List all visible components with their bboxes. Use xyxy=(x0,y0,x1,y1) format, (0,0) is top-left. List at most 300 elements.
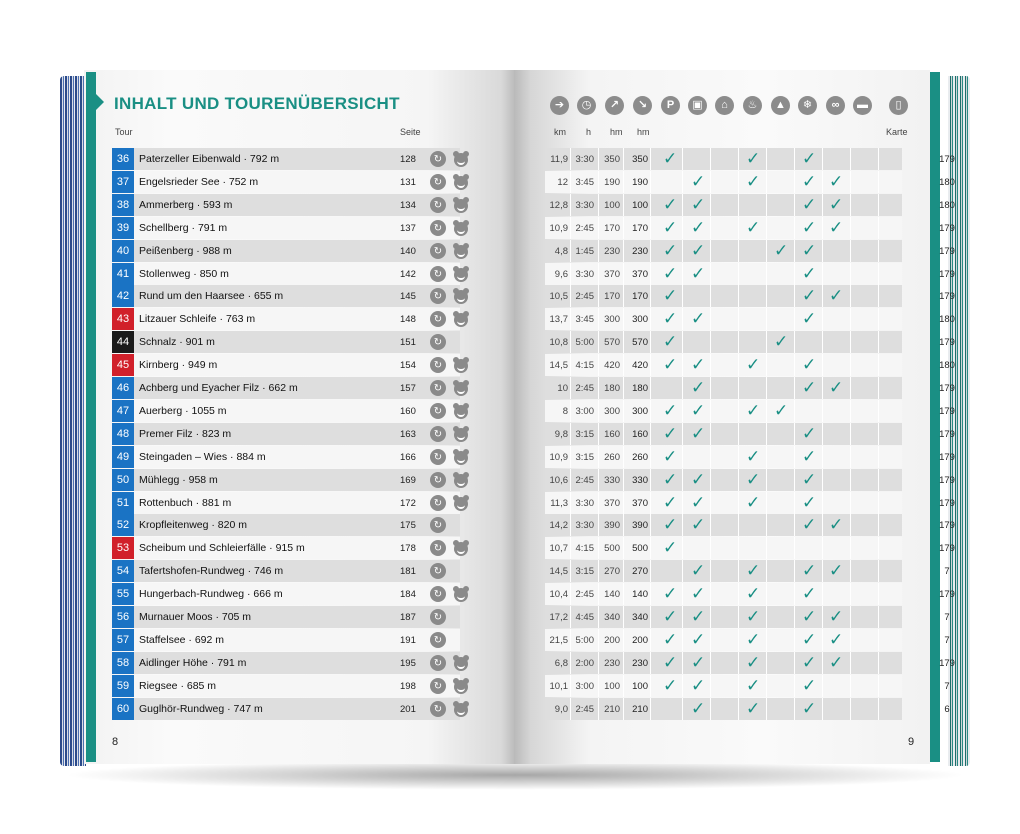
check-icon: ✓ xyxy=(691,401,706,420)
header-seite: Seite xyxy=(400,127,421,137)
table-row xyxy=(545,194,955,216)
signpost-icon: ➔ xyxy=(550,96,569,115)
cell-km: 11,3 xyxy=(550,498,568,509)
column-divider xyxy=(822,514,823,536)
tour-number-badge: 56 xyxy=(112,606,134,628)
tour-page: 131 xyxy=(400,177,416,188)
tour-name: Paterzeller Eibenwald · 792 m xyxy=(139,153,280,165)
family-friendly-icon xyxy=(452,539,470,557)
column-divider xyxy=(738,354,739,376)
round-trip-icon: ↻ xyxy=(430,586,446,602)
check-icon: ✓ xyxy=(802,355,817,374)
column-divider xyxy=(570,400,571,422)
column-divider xyxy=(710,354,711,376)
column-divider xyxy=(650,514,651,536)
tour-number-badge: 36 xyxy=(112,148,134,170)
check-icon: ✓ xyxy=(663,241,678,260)
column-divider xyxy=(650,537,651,559)
tour-page: 148 xyxy=(400,314,416,325)
column-divider xyxy=(850,537,851,559)
check-icon: ✓ xyxy=(746,401,761,420)
round-trip-icon: ↻ xyxy=(430,449,446,465)
column-divider xyxy=(878,217,879,239)
cell-hm1: 500 xyxy=(604,543,620,554)
restaurant-icon: ♨ xyxy=(743,96,762,115)
cell-h: 2:45 xyxy=(575,291,594,302)
column-divider xyxy=(850,560,851,582)
family-friendly-icon xyxy=(452,173,470,191)
column-divider xyxy=(794,606,795,628)
cell-h: 3:15 xyxy=(575,452,594,463)
check-icon: ✓ xyxy=(691,195,706,214)
cell-km: 10,9 xyxy=(549,452,568,463)
check-icon: ✓ xyxy=(663,355,678,374)
tour-page: 160 xyxy=(400,406,416,417)
check-icon: ✓ xyxy=(663,218,678,237)
tour-name: Riegsee · 685 m xyxy=(139,680,217,692)
check-icon: ✓ xyxy=(802,561,817,580)
tour-page: 154 xyxy=(400,360,416,371)
cell-h: 2:45 xyxy=(575,223,594,234)
column-divider xyxy=(710,148,711,170)
check-icon: ✓ xyxy=(802,447,817,466)
cell-h: 3:30 xyxy=(575,200,594,211)
column-divider xyxy=(738,698,739,720)
tour-name: Rottenbuch · 881 m xyxy=(139,497,232,509)
cell-hm1: 300 xyxy=(604,314,620,325)
check-icon: ✓ xyxy=(691,561,706,580)
table-row xyxy=(112,285,460,307)
cell-hm2: 350 xyxy=(632,154,648,165)
table-row xyxy=(112,652,460,674)
check-icon: ✓ xyxy=(746,355,761,374)
column-divider xyxy=(850,217,851,239)
column-divider xyxy=(570,560,571,582)
column-divider xyxy=(682,308,683,330)
check-icon: ✓ xyxy=(829,630,844,649)
cell-h: 3:30 xyxy=(575,269,594,280)
round-trip-icon: ↻ xyxy=(430,357,446,373)
column-divider xyxy=(650,400,651,422)
column-divider xyxy=(850,400,851,422)
column-divider xyxy=(710,583,711,605)
summit-icon: ▲ xyxy=(771,96,790,115)
column-divider xyxy=(738,240,739,262)
column-divider xyxy=(570,308,571,330)
round-trip-icon: ↻ xyxy=(430,380,446,396)
check-icon: ✓ xyxy=(802,309,817,328)
column-divider xyxy=(650,606,651,628)
check-icon: ✓ xyxy=(802,584,817,603)
column-divider xyxy=(850,652,851,674)
column-divider xyxy=(710,400,711,422)
tour-number-badge: 47 xyxy=(112,400,134,422)
cell-hm2: 500 xyxy=(632,543,648,554)
check-icon: ✓ xyxy=(802,218,817,237)
column-divider xyxy=(766,698,767,720)
round-trip-icon: ↻ xyxy=(430,678,446,694)
table-row xyxy=(545,377,955,399)
column-divider xyxy=(738,308,739,330)
column-divider xyxy=(710,492,711,514)
column-divider xyxy=(850,240,851,262)
column-divider xyxy=(822,240,823,262)
column-divider xyxy=(850,446,851,468)
tour-page: 198 xyxy=(400,681,416,692)
map-number: 179 xyxy=(939,543,955,554)
round-trip-icon: ↻ xyxy=(430,174,446,190)
tour-page: 184 xyxy=(400,589,416,600)
cell-hm2: 340 xyxy=(632,612,648,623)
check-icon: ✓ xyxy=(829,378,844,397)
cell-hm2: 370 xyxy=(632,269,648,280)
check-icon: ✓ xyxy=(691,218,706,237)
tour-page: 181 xyxy=(400,566,416,577)
tour-name: Stollenweg · 850 m xyxy=(139,268,229,280)
column-divider xyxy=(794,263,795,285)
column-divider xyxy=(710,514,711,536)
column-divider xyxy=(766,652,767,674)
check-icon: ✓ xyxy=(663,515,678,534)
column-divider xyxy=(822,629,823,651)
check-icon: ✓ xyxy=(746,584,761,603)
column-divider xyxy=(738,560,739,582)
family-friendly-icon xyxy=(452,494,470,512)
column-divider xyxy=(738,377,739,399)
check-icon: ✓ xyxy=(691,676,706,695)
cell-km: 21,5 xyxy=(549,635,568,646)
family-friendly-icon xyxy=(452,196,470,214)
column-divider xyxy=(822,583,823,605)
family-friendly-icon xyxy=(452,287,470,305)
check-icon: ✓ xyxy=(746,493,761,512)
column-divider xyxy=(878,652,879,674)
tour-number-badge: 41 xyxy=(112,263,134,285)
check-icon: ✓ xyxy=(691,607,706,626)
tour-number-badge: 42 xyxy=(112,285,134,307)
column-divider xyxy=(850,285,851,307)
column-divider xyxy=(794,217,795,239)
cell-h: 2:45 xyxy=(575,704,594,715)
check-icon: ✓ xyxy=(691,424,706,443)
cell-hm2: 300 xyxy=(632,406,648,417)
tour-number-badge: 38 xyxy=(112,194,134,216)
table-row xyxy=(112,308,460,330)
cell-km: 13,7 xyxy=(549,314,568,325)
column-divider xyxy=(738,675,739,697)
check-icon: ✓ xyxy=(663,470,678,489)
page-number-right: 9 xyxy=(908,736,915,748)
column-divider xyxy=(878,308,879,330)
table-row xyxy=(545,423,955,445)
cell-hm1: 230 xyxy=(604,658,620,669)
column-divider xyxy=(738,583,739,605)
column-divider xyxy=(738,469,739,491)
check-icon: ✓ xyxy=(691,493,706,512)
check-icon: ✓ xyxy=(802,653,817,672)
check-icon: ✓ xyxy=(746,676,761,695)
column-divider xyxy=(570,423,571,445)
column-divider xyxy=(682,400,683,422)
column-divider xyxy=(822,446,823,468)
check-icon: ✓ xyxy=(663,286,678,305)
map-number: 180 xyxy=(939,360,955,371)
table-row xyxy=(545,354,955,376)
column-divider xyxy=(766,263,767,285)
column-divider xyxy=(878,194,879,216)
column-divider xyxy=(878,675,879,697)
column-divider xyxy=(766,492,767,514)
map-number: 179 xyxy=(939,452,955,463)
column-divider xyxy=(794,308,795,330)
cell-hm1: 300 xyxy=(604,406,620,417)
column-divider xyxy=(850,377,851,399)
column-divider xyxy=(682,377,683,399)
column-divider xyxy=(570,194,571,216)
family-friendly-icon xyxy=(452,219,470,237)
tour-name: Litzauer Schleife · 763 m xyxy=(139,313,256,325)
column-divider xyxy=(878,606,879,628)
check-icon: ✓ xyxy=(663,538,678,557)
column-divider xyxy=(570,606,571,628)
map-number: 7 xyxy=(944,566,950,577)
open-book xyxy=(60,68,970,768)
tour-number-badge: 58 xyxy=(112,652,134,674)
column-divider xyxy=(878,331,879,353)
column-divider xyxy=(822,285,823,307)
column-divider xyxy=(570,285,571,307)
column-divider xyxy=(822,354,823,376)
column-divider xyxy=(794,171,795,193)
cell-hm1: 420 xyxy=(604,360,620,371)
cell-hm1: 180 xyxy=(604,383,620,394)
round-trip-icon: ↻ xyxy=(430,288,446,304)
check-icon: ✓ xyxy=(746,561,761,580)
cell-km: 10,9 xyxy=(549,223,568,234)
table-row xyxy=(545,675,950,697)
cell-km: 9,8 xyxy=(554,429,568,440)
column-divider xyxy=(650,308,651,330)
check-icon: ✓ xyxy=(802,264,817,283)
column-divider xyxy=(650,469,651,491)
check-icon: ✓ xyxy=(663,630,678,649)
column-divider xyxy=(878,492,879,514)
column-divider xyxy=(682,263,683,285)
column-divider xyxy=(794,698,795,720)
column-divider xyxy=(822,331,823,353)
round-trip-icon: ↻ xyxy=(430,495,446,511)
cell-hm1: 230 xyxy=(604,246,620,257)
column-divider xyxy=(710,446,711,468)
check-icon: ✓ xyxy=(746,218,761,237)
tour-name: Auerberg · 1055 m xyxy=(139,405,227,417)
check-icon: ✓ xyxy=(663,401,678,420)
cell-h: 4:15 xyxy=(575,543,594,554)
table-row xyxy=(112,148,460,170)
column-divider xyxy=(682,469,683,491)
column-divider xyxy=(710,606,711,628)
tour-name: Kropfleitenweg · 820 m xyxy=(139,519,247,531)
map-number: 179 xyxy=(939,383,955,394)
column-divider xyxy=(878,698,879,720)
tour-page: 195 xyxy=(400,658,416,669)
column-divider xyxy=(710,537,711,559)
family-friendly-icon xyxy=(452,654,470,672)
tour-number-badge: 50 xyxy=(112,469,134,491)
column-divider xyxy=(822,423,823,445)
column-divider xyxy=(570,217,571,239)
column-divider xyxy=(650,560,651,582)
table-row xyxy=(112,446,460,468)
column-divider xyxy=(570,492,571,514)
cell-km: 14,5 xyxy=(549,360,568,371)
cell-hm1: 330 xyxy=(604,475,620,486)
column-divider xyxy=(850,263,851,285)
map-number: 179 xyxy=(939,246,955,257)
tour-number-badge: 46 xyxy=(112,377,134,399)
tour-page: 191 xyxy=(400,635,416,646)
tour-number-badge: 53 xyxy=(112,537,134,559)
round-trip-icon: ↻ xyxy=(430,334,446,350)
cell-h: 5:00 xyxy=(575,337,594,348)
cell-hm1: 160 xyxy=(604,429,620,440)
column-divider xyxy=(710,469,711,491)
map-number: 179 xyxy=(939,498,955,509)
bike-icon: ∞ xyxy=(826,96,845,115)
column-divider xyxy=(766,148,767,170)
table-row xyxy=(545,583,955,605)
column-divider xyxy=(738,629,739,651)
column-divider xyxy=(794,514,795,536)
cablecar-icon: ⌂ xyxy=(715,96,734,115)
table-row xyxy=(112,469,460,491)
map-number: 179 xyxy=(939,223,955,234)
table-row xyxy=(112,331,460,353)
tour-name: Rund um den Haarsee · 655 m xyxy=(139,290,284,302)
table-row xyxy=(112,698,460,720)
check-icon: ✓ xyxy=(802,172,817,191)
column-divider xyxy=(650,285,651,307)
tour-page: 187 xyxy=(400,612,416,623)
check-icon: ✓ xyxy=(746,653,761,672)
cell-h: 3:45 xyxy=(575,177,594,188)
map-number: 179 xyxy=(939,291,955,302)
check-icon: ✓ xyxy=(802,378,817,397)
tour-number-badge: 49 xyxy=(112,446,134,468)
cell-km: 6,8 xyxy=(554,658,568,669)
winter-icon: ❄ xyxy=(798,96,817,115)
column-divider xyxy=(682,217,683,239)
column-divider xyxy=(794,194,795,216)
column-divider xyxy=(682,148,683,170)
column-divider xyxy=(766,331,767,353)
bed-icon: ▬ xyxy=(853,96,872,115)
cell-h: 4:15 xyxy=(575,360,594,371)
round-trip-icon: ↻ xyxy=(430,632,446,648)
cell-h: 3:00 xyxy=(575,681,594,692)
cell-km: 10,4 xyxy=(549,589,568,600)
column-divider xyxy=(766,514,767,536)
table-row xyxy=(112,354,460,376)
check-icon: ✓ xyxy=(802,470,817,489)
cell-hm2: 260 xyxy=(632,452,648,463)
cell-hm1: 340 xyxy=(604,612,620,623)
family-friendly-icon xyxy=(452,265,470,283)
column-divider xyxy=(570,537,571,559)
page-number-left: 8 xyxy=(112,736,119,748)
column-divider xyxy=(570,354,571,376)
column-divider xyxy=(766,583,767,605)
tour-page: 201 xyxy=(400,704,416,715)
round-trip-icon: ↻ xyxy=(430,220,446,236)
check-icon: ✓ xyxy=(802,286,817,305)
column-divider xyxy=(794,446,795,468)
table-row xyxy=(112,606,460,628)
column-divider xyxy=(650,217,651,239)
table-row xyxy=(545,560,950,582)
check-icon: ✓ xyxy=(829,607,844,626)
cell-h: 3:30 xyxy=(575,154,594,165)
column-divider xyxy=(738,446,739,468)
round-trip-icon: ↻ xyxy=(430,243,446,259)
tour-page: 145 xyxy=(400,291,416,302)
column-divider xyxy=(766,423,767,445)
tour-name: Schnalz · 901 m xyxy=(139,336,215,348)
column-divider xyxy=(710,240,711,262)
column-divider xyxy=(710,423,711,445)
family-friendly-icon xyxy=(452,356,470,374)
family-friendly-icon xyxy=(452,700,470,718)
tour-number-badge: 45 xyxy=(112,354,134,376)
column-divider xyxy=(878,537,879,559)
family-friendly-icon xyxy=(452,242,470,260)
tour-page: 166 xyxy=(400,452,416,463)
title-arrow-icon xyxy=(96,94,104,110)
column-divider xyxy=(766,308,767,330)
cell-hm1: 260 xyxy=(604,452,620,463)
map-number: 180 xyxy=(939,177,955,188)
tour-name: Engelsrieder See · 752 m xyxy=(139,176,259,188)
column-divider xyxy=(650,652,651,674)
map-number: 179 xyxy=(939,269,955,280)
check-icon: ✓ xyxy=(691,241,706,260)
table-row xyxy=(545,263,955,285)
check-icon: ✓ xyxy=(691,515,706,534)
table-row xyxy=(112,629,460,651)
column-divider xyxy=(850,331,851,353)
table-row xyxy=(112,560,460,582)
cell-km: 9,6 xyxy=(554,269,568,280)
column-divider xyxy=(878,171,879,193)
cell-h: 3:00 xyxy=(575,406,594,417)
tour-number-badge: 44 xyxy=(112,331,134,353)
tour-name: Scheibum und Schleierfälle · 915 m xyxy=(139,542,305,554)
check-icon: ✓ xyxy=(802,241,817,260)
column-divider xyxy=(570,148,571,170)
column-divider xyxy=(710,377,711,399)
column-divider xyxy=(766,240,767,262)
tour-name: Mühlegg · 958 m xyxy=(139,474,218,486)
column-divider xyxy=(682,285,683,307)
column-divider xyxy=(738,400,739,422)
round-trip-icon: ↻ xyxy=(430,540,446,556)
cell-km: 10,5 xyxy=(549,291,568,302)
column-divider xyxy=(682,537,683,559)
check-icon: ✓ xyxy=(774,401,789,420)
tour-number-badge: 37 xyxy=(112,171,134,193)
tour-number-badge: 54 xyxy=(112,560,134,582)
table-row xyxy=(545,492,955,514)
